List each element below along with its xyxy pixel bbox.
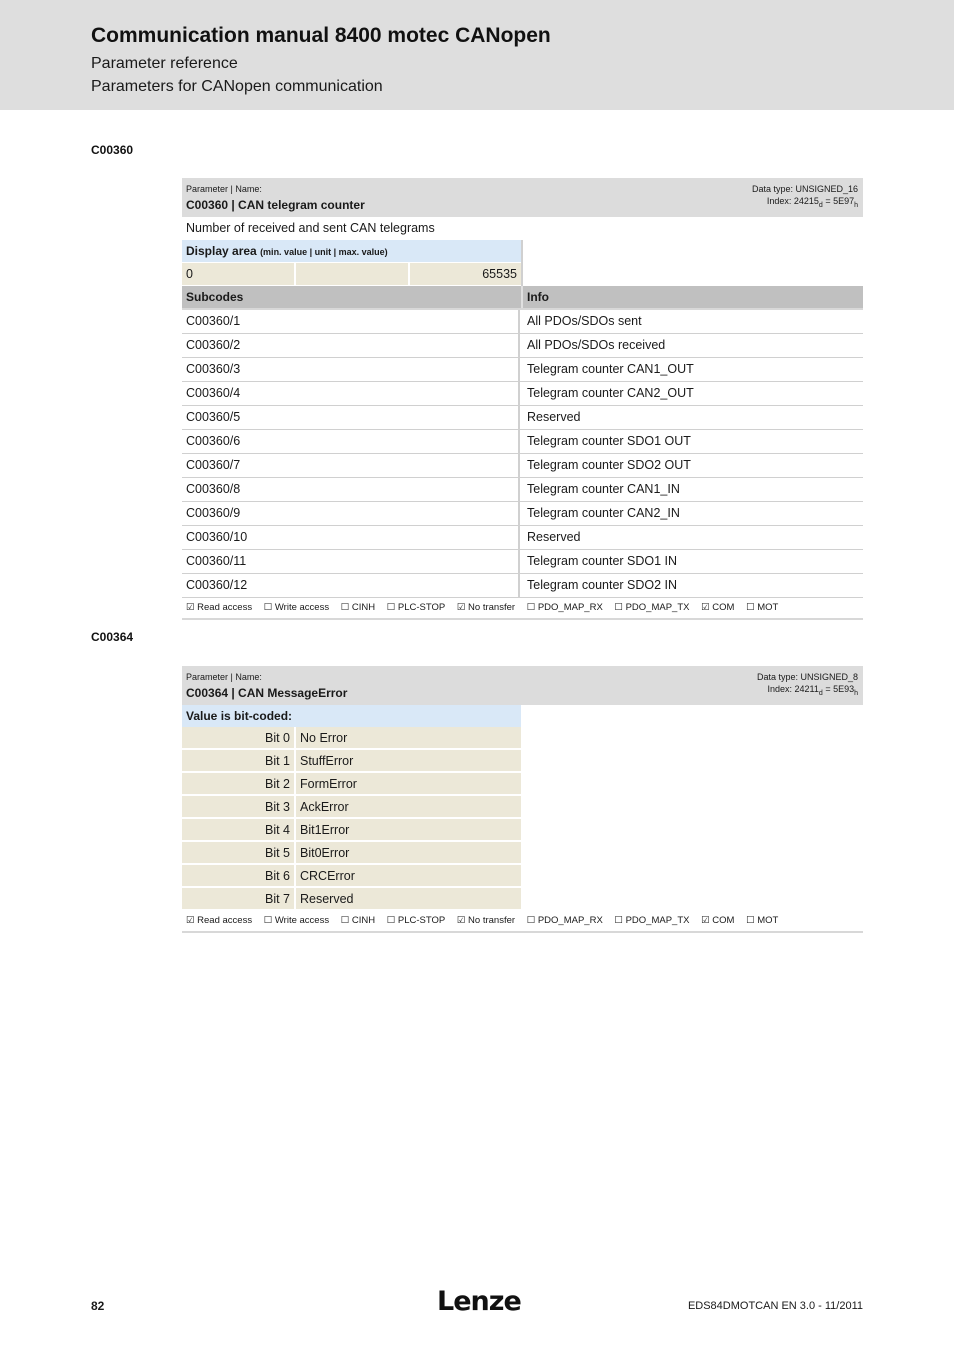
subcode-code: C00360/5 (182, 406, 520, 429)
flag-pdo-map-tx: ☐ PDO_MAP_TX (614, 602, 690, 613)
subcode-row (182, 430, 863, 454)
subcode-row (182, 454, 863, 478)
subcode-info: Telegram counter SDO1 IN (527, 554, 678, 568)
data-type: Data type: UNSIGNED_16 (751, 184, 858, 194)
access-flags (182, 911, 863, 933)
subcode-row (182, 358, 863, 382)
min-value: 0 (182, 263, 294, 285)
bit-row (182, 796, 863, 819)
parameter-name: C00364 | CAN MessageError (186, 686, 348, 700)
page-number: 82 (91, 1299, 105, 1313)
flag-write-access: ☐ Write access (263, 915, 330, 926)
flag-pdo-map-rx: ☐ PDO_MAP_RX (526, 915, 603, 926)
flag-plc-stop: ☐ PLC-STOP (386, 602, 446, 613)
subcode-row (182, 478, 863, 502)
bit-coded-header (182, 705, 863, 727)
data-type: Data type: UNSIGNED_8 (756, 672, 858, 682)
parameter-name: C00360 | CAN telegram counter (186, 198, 365, 212)
bit-meaning: AckError (296, 796, 521, 818)
unit-value (296, 263, 408, 285)
bit-row (182, 842, 863, 865)
subcode-code: C00360/3 (182, 358, 520, 381)
parameter-description: Number of received and sent CAN telegrams (186, 221, 435, 235)
subcode-list (182, 310, 863, 598)
subcode-row (182, 526, 863, 550)
subcode-info: Telegram counter CAN1_IN (527, 482, 680, 496)
bit-number: Bit 6 (182, 865, 294, 887)
bit-number: Bit 4 (182, 819, 294, 841)
subcode-row (182, 334, 863, 358)
flag-pdo-map-tx: ☐ PDO_MAP_TX (614, 915, 690, 926)
subcode-code: C00360/11 (182, 550, 520, 573)
subcode-info: Telegram counter CAN1_OUT (527, 362, 694, 376)
subcodes-header: Subcodes (186, 290, 244, 304)
chapter-title: Parameter reference (91, 55, 238, 72)
flag-no-transfer: ☑ No transfer (456, 602, 516, 613)
subcode-info: All PDOs/SDOs received (527, 338, 666, 352)
access-flags (182, 598, 863, 620)
bit-meaning: CRCError (296, 865, 521, 887)
display-area-header: Display area (min. value | unit | max. value) (182, 240, 521, 262)
parameter-header (182, 666, 863, 705)
subcode-code: C00360/9 (182, 502, 520, 525)
parameter-index: Index: $24215_d = 5E97_h$ (766, 196, 858, 209)
info-header: Info (527, 290, 549, 304)
bit-row (182, 727, 863, 750)
subcode-row (182, 574, 863, 598)
bit-row (182, 773, 863, 796)
bit-coded-label: Value is bit-coded: (182, 705, 521, 727)
section-title: Parameters for CANopen communication (91, 78, 383, 95)
subcode-info: Telegram counter SDO1 OUT (527, 434, 691, 448)
bit-meaning: FormError (296, 773, 521, 795)
subcode-info: All PDOs/SDOs sent (527, 314, 642, 328)
bit-row (182, 865, 863, 888)
parameter-header (182, 178, 863, 217)
subcode-code: C00360/1 (182, 310, 520, 333)
parameter-label: Parameter | Name: (186, 184, 262, 194)
subcode-info: Telegram counter CAN2_OUT (527, 386, 694, 400)
bit-number: Bit 7 (182, 888, 294, 910)
bit-number: Bit 1 (182, 750, 294, 772)
subcode-code: C00360/8 (182, 478, 520, 501)
flag-plc-stop: ☐ PLC-STOP (386, 915, 446, 926)
parameter-table-c00364 (182, 666, 863, 933)
flag-cinh: ☐ CINH (340, 915, 376, 926)
flag-write-access: ☐ Write access (263, 602, 330, 613)
bit-number: Bit 0 (182, 727, 294, 749)
bit-row (182, 750, 863, 773)
bit-number: Bit 2 (182, 773, 294, 795)
section-label-c00364: C00364 (91, 630, 134, 644)
subcode-code: C00360/10 (182, 526, 520, 549)
subcode-row (182, 502, 863, 526)
bit-row (182, 888, 863, 911)
flag-cinh: ☐ CINH (340, 602, 376, 613)
section-label-c00360: C00360 (91, 143, 134, 157)
bit-row (182, 819, 863, 842)
parameter-table-c00360 (182, 178, 863, 620)
subcodes-header-row (182, 286, 863, 310)
flag-read-access: ☑ Read access (186, 602, 253, 613)
page-header (0, 0, 954, 110)
bit-meaning: Bit1Error (296, 819, 521, 841)
bit-number: Bit 5 (182, 842, 294, 864)
subcode-info: Reserved (527, 530, 581, 544)
subcode-info: Reserved (527, 410, 581, 424)
flag-mot: ☐ MOT (746, 915, 779, 926)
bit-number: Bit 3 (182, 796, 294, 818)
bit-meaning: StuffError (296, 750, 521, 772)
flag-com: ☑ COM (701, 915, 735, 926)
subcode-info: Telegram counter SDO2 IN (527, 578, 678, 592)
subcode-row (182, 310, 863, 334)
max-value: 65535 (410, 263, 521, 285)
bit-list (182, 727, 863, 911)
subcode-info: Telegram counter CAN2_IN (527, 506, 680, 520)
flag-pdo-map-rx: ☐ PDO_MAP_RX (526, 602, 603, 613)
bit-meaning: No Error (296, 727, 521, 749)
flag-read-access: ☑ Read access (186, 915, 253, 926)
subcode-code: C00360/7 (182, 454, 520, 477)
parameter-label: Parameter | Name: (186, 672, 262, 682)
subcode-info: Telegram counter SDO2 OUT (527, 458, 691, 472)
subcode-code: C00360/6 (182, 430, 520, 453)
manual-title: Communication manual 8400 motec CANopen (91, 24, 551, 47)
lenze-logo: Lenze (437, 1286, 521, 1317)
flag-no-transfer: ☑ No transfer (456, 915, 516, 926)
subcode-code: C00360/12 (182, 574, 520, 597)
bit-meaning: Reserved (296, 888, 521, 910)
subcode-code: C00360/4 (182, 382, 520, 405)
subcode-row (182, 382, 863, 406)
bit-meaning: Bit0Error (296, 842, 521, 864)
display-area (182, 240, 863, 286)
subcode-row (182, 550, 863, 574)
parameter-index: Index: $24211_d = 5E93_h$ (767, 684, 858, 697)
flag-com: ☑ COM (701, 602, 735, 613)
subcode-row (182, 406, 863, 430)
document-id: EDS84DMOTCAN EN 3.0 - 11/2011 (687, 1300, 863, 1312)
subcode-code: C00360/2 (182, 334, 520, 357)
flag-mot: ☐ MOT (746, 602, 779, 613)
